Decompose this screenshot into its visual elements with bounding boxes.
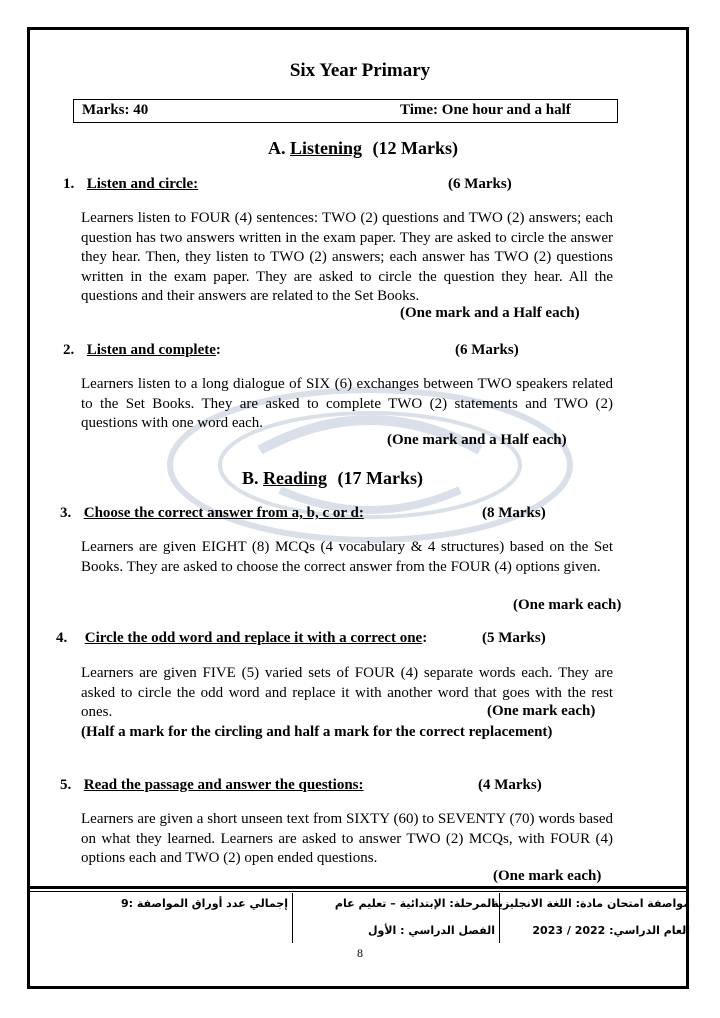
question-3-note: (One mark each) (513, 597, 622, 613)
question-5-marks: (4 Marks) (478, 777, 542, 793)
footer-academic-year: العام الدراسي: 2022 / 2023 (532, 924, 690, 937)
footer-term: الفصل الدراسي : الأول (367, 924, 495, 937)
footer-column-divider (292, 893, 293, 943)
question-1-description: Learners listen to FOUR (4) sentences: TWO (2) questions and TWO (2) answers; each question has two answers written in the exam paper. They are asked to circle the answer they hear. Then, they listen to TWO (2) answers; each answer has TWO (2) questions written in the exam paper. They are asked to circle the question they hear. All the questions and their answers are related to the Set Books. (81, 210, 613, 304)
footer-subject: مواصفة امتحان مادة: اللغة الانجليزية (492, 897, 690, 910)
marks-label: Marks: 40 (82, 102, 149, 118)
page-title: Six Year Primary (289, 60, 431, 81)
question-4-note: (One mark each) (487, 703, 596, 719)
footer-total-pages: إجمالي عدد أوراق المواصفة :9 (120, 897, 288, 910)
page-number: 8 (357, 946, 363, 960)
question-5-number: 5. (60, 777, 72, 793)
question-3-title: Choose the correct answer from a, b, c or d: (83, 505, 364, 521)
footer-divider (30, 886, 688, 889)
question-4-number: 4. (56, 630, 68, 646)
question-4-description: Learners are given FIVE (5) varied sets of FOUR (4) separate words each. They are asked to circle the odd word and replace it with another word that goes with the rest ones. (81, 665, 613, 720)
question-5-description: Learners are given a short unseen text from SIXTY (60) to SEVENTY (70) words based on what they learned. Learners are asked to answer TWO (2) MCQs, with FOUR (4) options each and TWO (2) open ended questions. (81, 811, 613, 866)
question-2-number: 2. (63, 342, 75, 358)
question-5-note: (One mark each) (493, 868, 602, 884)
question-3-marks: (8 Marks) (482, 505, 546, 521)
question-1-marks: (6 Marks) (448, 176, 512, 192)
question-2-note: (One mark and a Half each) (387, 432, 567, 448)
section-b-marks: (17 Marks) (337, 468, 424, 488)
section-b-name: Reading (263, 468, 328, 488)
question-4-heading (56, 630, 427, 647)
question-4-title: Circle the odd word and replace it with a correct one (84, 630, 423, 646)
time-label: Time: One hour and a half (400, 102, 571, 118)
section-a-name: Listening (290, 138, 363, 158)
section-a-marks: (12 Marks) (372, 138, 459, 158)
footer-stage: المرحلة: الإبتدائية – تعليم عام (334, 897, 495, 910)
question-2-heading (63, 342, 221, 359)
question-1-note: (One mark and a Half each) (400, 305, 580, 321)
question-4-colon: : (422, 630, 428, 646)
section-b-heading (242, 468, 423, 489)
footer-divider-thin (30, 891, 688, 892)
question-3-heading (60, 505, 364, 522)
question-4-marks: (5 Marks) (482, 630, 546, 646)
question-5-title: Read the passage and answer the questions: (83, 777, 364, 793)
question-2-description: Learners listen to a long dialogue of SIX (6) exchanges between TWO speakers related to the Set Books. They are asked to complete TWO (2) statements and TWO (2) questions with one word each. (81, 376, 613, 431)
question-1-number: 1. (63, 176, 75, 192)
section-a-heading (268, 138, 458, 159)
question-3-number: 3. (60, 505, 72, 521)
marks-time-box (73, 99, 618, 123)
question-1-title: Listen and circle: (86, 176, 199, 192)
question-4-note-detail: (Half a mark for the circling and half a mark for the correct replacement) (81, 724, 553, 740)
question-1-heading (63, 176, 198, 193)
question-5-heading (60, 777, 364, 794)
section-b-letter: B. (242, 468, 259, 488)
section-a-letter: A. (268, 138, 286, 158)
question-2-title: Listen and complete (86, 342, 216, 358)
question-3-description: Learners are given EIGHT (8) MCQs (4 vocabulary & 4 structures) based on the Set Books. They are asked to choose the correct answer from the FOUR (4) options given. (81, 539, 613, 575)
question-2-marks: (6 Marks) (455, 342, 519, 358)
question-2-colon: : (215, 342, 221, 358)
